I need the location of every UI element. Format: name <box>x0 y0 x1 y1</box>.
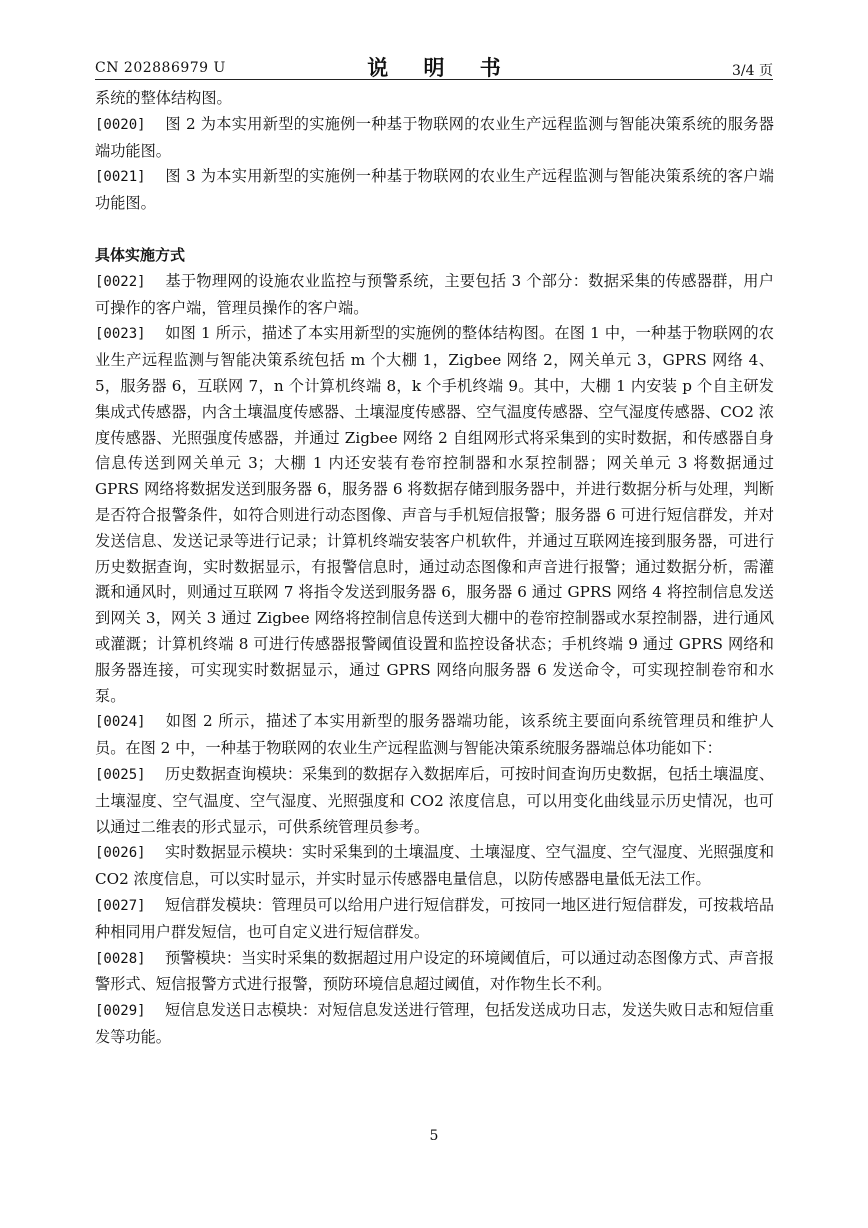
paragraph-tag: [0029] <box>95 1003 146 1020</box>
paragraph-tag: [0020] <box>95 116 146 133</box>
paragraph-0024 <box>95 709 774 762</box>
document-body <box>95 86 774 1051</box>
paragraph-text: 图 2 为本实用新型的实施例一种基于物联网的农业生产远程监测与智能决策系统的服务器端功能图。 <box>95 114 774 160</box>
page-number: 5 <box>429 1128 439 1144</box>
paragraph-0028 <box>95 946 774 999</box>
paragraph-text: 短信息发送日志模块：对短信息发送进行管理，包括发送成功日志，发送失败日志和短信重发等功能。 <box>95 1001 774 1046</box>
page-title: 说 明 书 <box>367 55 515 80</box>
paragraph-tag: [0023] <box>95 326 146 343</box>
paragraph-text: 短信群发模块：管理员可以给用户进行短信群发，可按同一地区进行短信群发，可按栽培品种相同用户群发短信，也可自定义进行短信群发。 <box>95 895 774 941</box>
section-gap <box>95 217 774 243</box>
document-number: CN 202886979 U <box>95 60 226 76</box>
paragraph-0020 <box>95 112 774 165</box>
paragraph-text: 图 3 为本实用新型的实施例一种基于物联网的农业生产远程监测与智能决策系统的客户端功能图。 <box>95 167 774 213</box>
paragraph-0026 <box>95 840 774 893</box>
paragraph-0022 <box>95 269 774 322</box>
paragraph-tag: [0028] <box>95 950 146 967</box>
section-heading: 具体实施方式 <box>95 245 186 264</box>
paragraph-0027 <box>95 893 774 946</box>
paragraph-text: 预警模块：当实时采集的数据超过用户设定的环境阈值后，可以通过动态图像方式、声音报警形式、短信报警方式进行报警，预防环境信息超过阈值，对作物生长不利。 <box>95 948 774 994</box>
paragraph-tag: [0025] <box>95 766 146 783</box>
paragraph-text: 系统的整体结构图。 <box>95 89 232 107</box>
paragraph-tag: [0024] <box>95 714 146 731</box>
header-divider <box>95 79 773 80</box>
paragraph-tag: [0027] <box>95 897 146 914</box>
paragraph-0029 <box>95 998 774 1051</box>
page-header <box>95 52 773 80</box>
paragraph-tag: [0026] <box>95 845 146 862</box>
paragraph-text: 实时数据显示模块：实时采集到的土壤温度、土壤湿度、空气温度、空气湿度、光照强度和 CO2 浓度信息，可以实时显示，并实时显示传感器电量信息，以防传感器电量低无法工作。 <box>95 843 774 889</box>
page-indicator: 3/4 页 <box>732 63 773 79</box>
paragraph-text: 历史数据查询模块：采集到的数据存入数据库后，可按时间查询历史数据，包括土壤温度、土壤湿度、空气温度、空气湿度、光照强度和 CO2 浓度信息，可以用变化曲线显示历史情况，也可以通过二维表的形式显示，可供系统管理员参考。 <box>95 764 774 836</box>
paragraph-0021 <box>95 164 774 217</box>
paragraph-continuation <box>95 86 774 112</box>
paragraph-text: 基于物理网的设施农业监控与预警系统，主要包括 3 个部分：数据采集的传感器群，用户可操作的客户端，管理员操作的客户端。 <box>95 271 774 317</box>
paragraph-text: 如图 2 所示，描述了本实用新型的服务器端功能，该系统主要面向系统管理员和维护人员。在图 2 中，一种基于物联网的农业生产远程监测与智能决策系统服务器端总体功能如下： <box>95 712 774 758</box>
paragraph-text: 如图 1 所示，描述了本实用新型的实施例的整体结构图。在图 1 中，一种基于物联网的农业生产远程监测与智能决策系统包括 m 个大棚 1，Zigbee 网络 2，网关单元 3，GPRS 网络 4、5，服务器 6，互联网 7，n 个计算机终端 8，k 个手机终端 9。其中，大棚 1 内安装 p 个自主研发集成式传感器，内含土壤温度传感器、土壤湿度传感器、空气温度传感器、空气湿度传感器、CO2 浓度传感器、光照强度传感器，并通过 Zigbee 网络 2 自组网形式将采集到的实时数据，和传感器自身信息传送到网关单元 3；大棚 1 内还安装有卷帘控制器和水泵控制器；网关单元 3 将数据通过 GPRS 网络将数据发送到服务器 6，服务器 6 将数据存储到服务器中，并进行数据分析与处理，判断是否符合报警条件，如符合则进行动态图像、声音与手机短信报警；服务器 6 可进行短信群发，并对发送信息、发送记录等进行记录；计算机终端安装客户机软件，并通过互联网连接到服务器，可进行历史数据查询，实时数据显示，有报警信息时，通过动态图像和声音进行报警；通过数据分析，需灌溉和通风时，则通过互联网 7 将指令发送到服务器 6，服务器 6 通过 GPRS 网络 4 将控制信息发送到网关 3，网关 3 通过 Zigbee 网络将控制信息传送到大棚中的卷帘控制器或水泵控制器，进行通风或灌溉；计算机终端 8 可进行传感器报警阈值设置和监控设备状态；手机终端 9 通过 GPRS 网络和服务器连接，可实现实时数据显示，通过 GPRS 网络向服务器 6 发送命令，可实现控制卷帘和水泵。 <box>95 324 774 705</box>
paragraph-0025 <box>95 762 774 840</box>
paragraph-tag: [0022] <box>95 273 146 290</box>
paragraph-0023 <box>95 321 774 709</box>
paragraph-tag: [0021] <box>95 169 146 186</box>
